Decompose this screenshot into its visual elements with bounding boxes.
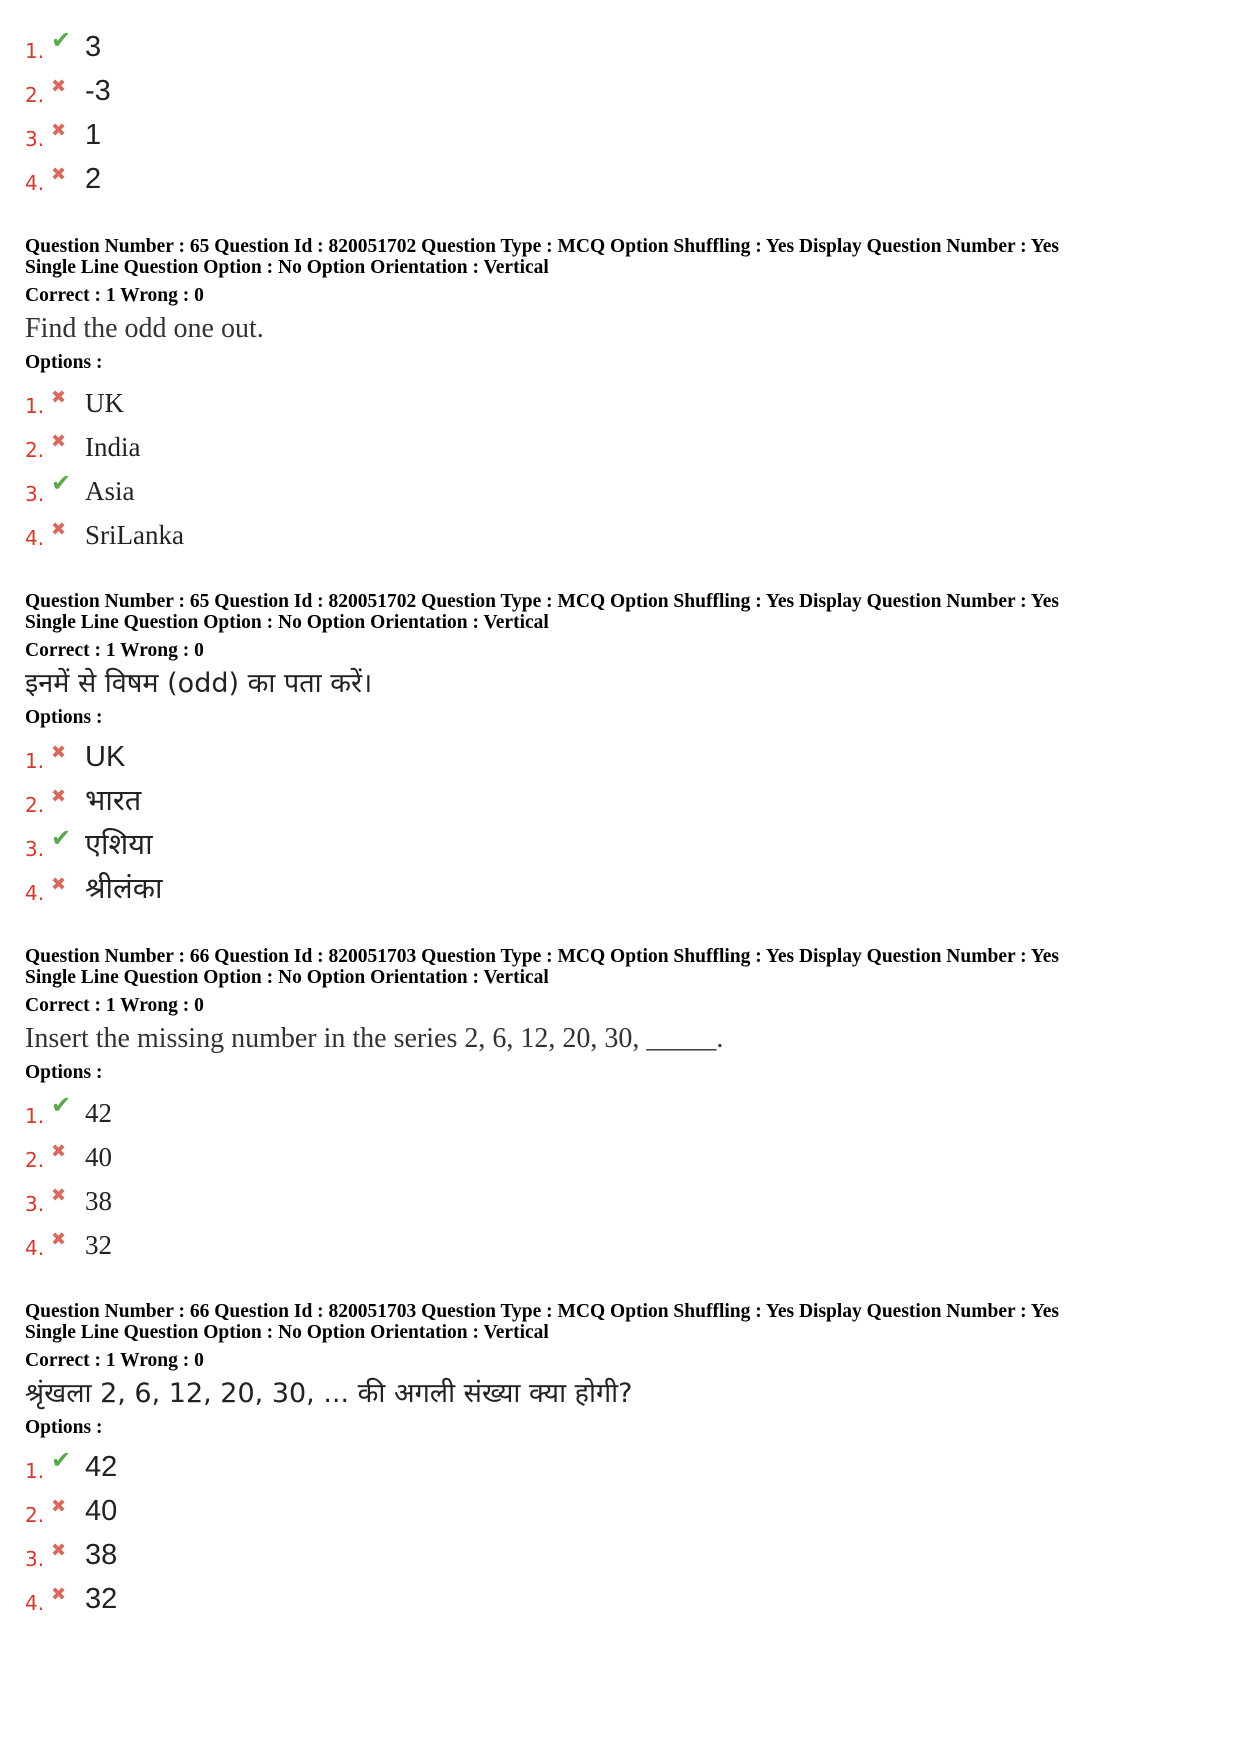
option-text: 38: [85, 1186, 112, 1216]
option-number: 2.: [25, 1503, 45, 1527]
question-meta-line-2: Single Line Question Option : No Option Orientation : Vertical: [25, 612, 549, 633]
cross-icon: ✖: [51, 519, 67, 540]
question-meta-line-2: Single Line Question Option : No Option Orientation : Vertical: [25, 257, 549, 278]
marking-scheme: Correct : 1 Wrong : 0: [25, 995, 204, 1016]
option-number: 4.: [25, 1591, 45, 1615]
question-meta-line-1: Question Number : 66 Question Id : 820051703 Question Type : MCQ Option Shuffling : Yes Display Question Number : Yes: [25, 946, 1059, 967]
option-number: 1.: [25, 1104, 45, 1128]
option-number: 4.: [25, 881, 45, 905]
option-item: [25, 1127, 1215, 1171]
option-number: 1.: [25, 1459, 45, 1483]
option-number: 4.: [25, 1236, 45, 1260]
option-item: [25, 816, 1215, 860]
cross-icon: ✖: [51, 1229, 67, 1250]
options-label: Options :: [25, 707, 103, 728]
option-item: [25, 461, 1215, 505]
option-text: 1: [85, 119, 102, 151]
option-number: 3.: [25, 1192, 45, 1216]
question-block: [25, 236, 1215, 549]
option-list: [25, 373, 1215, 549]
question-block: [25, 1301, 1215, 1614]
option-number: 3.: [25, 127, 45, 151]
question-block: [25, 591, 1215, 904]
option-text: भारत: [85, 785, 142, 817]
option-number: 4.: [25, 526, 45, 550]
option-item: [25, 417, 1215, 461]
option-list: [25, 728, 1215, 904]
option-number: 1.: [25, 394, 45, 418]
option-text: 42: [85, 1451, 118, 1483]
option-item: [25, 62, 1215, 106]
options-label: Options :: [25, 1417, 103, 1438]
cross-icon: ✖: [51, 1496, 67, 1517]
option-text: India: [85, 432, 141, 462]
check-icon: ✔: [51, 1446, 72, 1474]
option-text: SriLanka: [85, 520, 184, 550]
option-text: 32: [85, 1230, 112, 1260]
option-text: 32: [85, 1583, 118, 1615]
option-item: [25, 772, 1215, 816]
question-text: Find the odd one out.: [25, 313, 264, 344]
option-item: [25, 1570, 1215, 1614]
check-icon: ✔: [51, 469, 72, 497]
marking-scheme: Correct : 1 Wrong : 0: [25, 640, 204, 661]
marking-scheme: Correct : 1 Wrong : 0: [25, 285, 204, 306]
question-meta-line-1: Question Number : 65 Question Id : 820051702 Question Type : MCQ Option Shuffling : Yes Display Question Number : Yes: [25, 236, 1059, 257]
option-list: [25, 1083, 1215, 1259]
option-text: एशिया: [85, 829, 153, 861]
cross-icon: ✖: [51, 76, 67, 97]
option-text: 2: [85, 163, 102, 195]
option-text: -3: [85, 75, 111, 107]
option-text: UK: [85, 741, 126, 773]
option-list: [25, 1438, 1215, 1614]
option-text: श्रीलंका: [85, 873, 163, 905]
options-label: Options :: [25, 1062, 103, 1083]
option-number: 1.: [25, 39, 45, 63]
cross-icon: ✖: [51, 786, 67, 807]
question-text: श्रृंखला 2, 6, 12, 20, 30, ... की अगली संख्या क्या होगी?: [25, 1378, 633, 1409]
question-text: इनमें से विषम (odd) का पता करें।: [25, 668, 373, 699]
check-icon: ✔: [51, 1091, 72, 1119]
question-text: Insert the missing number in the series 2, 6, 12, 20, 30, _____.: [25, 1023, 724, 1054]
option-item: [25, 373, 1215, 417]
option-text: 3: [85, 31, 102, 63]
option-text: 42: [85, 1098, 112, 1128]
question-meta-line-1: Question Number : 65 Question Id : 820051702 Question Type : MCQ Option Shuffling : Yes Display Question Number : Yes: [25, 591, 1059, 612]
option-item: [25, 150, 1215, 194]
cross-icon: ✖: [51, 1141, 67, 1162]
cross-icon: ✖: [51, 874, 67, 895]
cross-icon: ✖: [51, 164, 67, 185]
option-number: 3.: [25, 1547, 45, 1571]
check-icon: ✔: [51, 26, 72, 54]
question-paper: [25, 18, 1215, 1614]
option-number: 3.: [25, 482, 45, 506]
option-text: 40: [85, 1142, 112, 1172]
option-text: 40: [85, 1495, 118, 1527]
previous-question-options: [25, 18, 1215, 194]
cross-icon: ✖: [51, 120, 67, 141]
question-meta-line-2: Single Line Question Option : No Option Orientation : Vertical: [25, 1322, 549, 1343]
option-text: 38: [85, 1539, 118, 1571]
option-item: [25, 106, 1215, 150]
question-meta-line-1: Question Number : 66 Question Id : 820051703 Question Type : MCQ Option Shuffling : Yes Display Question Number : Yes: [25, 1301, 1059, 1322]
question-block: [25, 946, 1215, 1259]
option-number: 3.: [25, 837, 45, 861]
option-number: 2.: [25, 793, 45, 817]
option-number: 2.: [25, 438, 45, 462]
option-item: [25, 1526, 1215, 1570]
option-item: [25, 505, 1215, 549]
option-text: UK: [85, 388, 124, 418]
option-item: [25, 1215, 1215, 1259]
cross-icon: ✖: [51, 1540, 67, 1561]
cross-icon: ✖: [51, 742, 67, 763]
option-item: [25, 18, 1215, 62]
cross-icon: ✖: [51, 1185, 67, 1206]
check-icon: ✔: [51, 824, 72, 852]
option-number: 1.: [25, 749, 45, 773]
option-item: [25, 1438, 1215, 1482]
option-item: [25, 728, 1215, 772]
option-text: Asia: [85, 476, 135, 506]
option-number: 2.: [25, 1148, 45, 1172]
question-meta-line-2: Single Line Question Option : No Option Orientation : Vertical: [25, 967, 549, 988]
option-number: 4.: [25, 171, 45, 195]
option-item: [25, 1171, 1215, 1215]
option-item: [25, 1482, 1215, 1526]
option-number: 2.: [25, 83, 45, 107]
option-item: [25, 1083, 1215, 1127]
cross-icon: ✖: [51, 431, 67, 452]
options-label: Options :: [25, 352, 103, 373]
cross-icon: ✖: [51, 387, 67, 408]
cross-icon: ✖: [51, 1584, 67, 1605]
marking-scheme: Correct : 1 Wrong : 0: [25, 1350, 204, 1371]
option-item: [25, 860, 1215, 904]
